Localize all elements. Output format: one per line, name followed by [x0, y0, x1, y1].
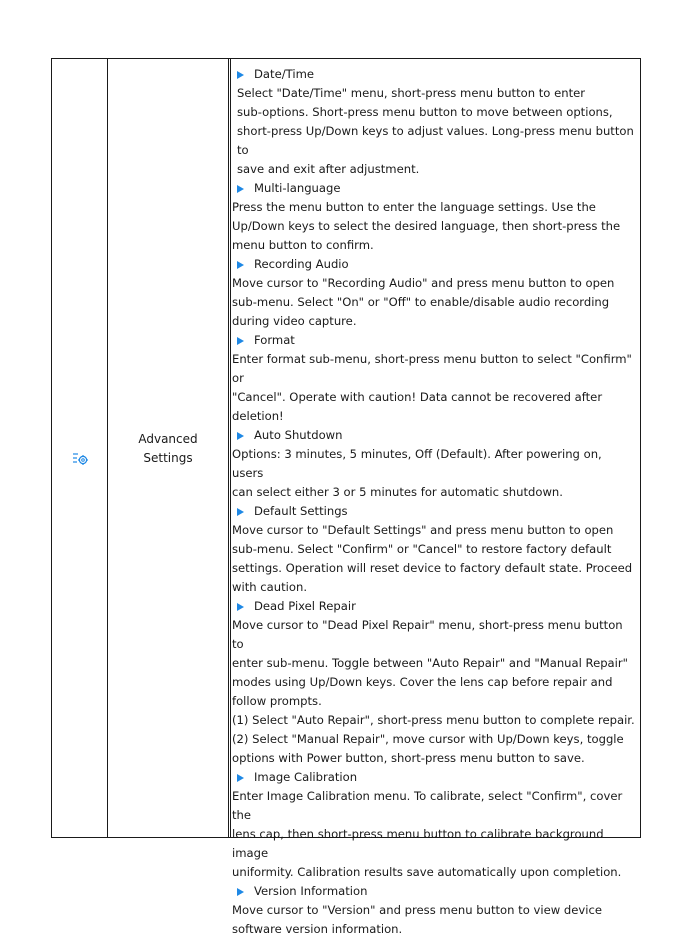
setting-item-title: Recording Audio	[254, 257, 349, 271]
description-line: Up/Down keys to select the desired language, then short-press the	[232, 219, 621, 233]
description-line: Select "Date/Time" menu, short-press menu button to enter	[237, 86, 586, 100]
description-line: Options: 3 minutes, 5 minutes, Off (Default). After powering on, users	[232, 447, 602, 480]
description-line: settings. Operation will reset device to factory default state. Proceed	[232, 561, 633, 575]
description-line: Press the menu button to enter the language settings. Use the	[232, 200, 596, 214]
setting-item-header	[232, 255, 636, 274]
description-line: options with Power button, short-press menu button to save.	[232, 751, 585, 765]
setting-item	[232, 426, 636, 502]
setting-item	[232, 768, 636, 882]
setting-item-title: Dead Pixel Repair	[254, 599, 356, 613]
setting-item-description	[232, 616, 636, 768]
section-name-cell	[108, 59, 228, 837]
description-line: enter sub-menu. Toggle between "Auto Repair" and "Manual Repair"	[232, 656, 628, 670]
description-line: sub-menu. Select "On" or "Off" to enable/disable audio recording	[232, 295, 610, 309]
setting-item-description	[232, 84, 636, 179]
setting-item-header	[232, 768, 636, 787]
setting-item	[232, 255, 636, 331]
setting-item	[232, 331, 636, 426]
description-line: Move cursor to "Version" and press menu button to view device	[232, 903, 602, 917]
triangle-bullet-icon	[237, 337, 244, 345]
description-line: Enter format sub-menu, short-press menu button to select "Confirm" or	[232, 352, 632, 385]
description-line: software version information.	[232, 922, 403, 936]
description-line: with caution.	[232, 580, 308, 594]
setting-item-title: Format	[254, 333, 295, 347]
description-line: uniformity. Calibration results save automatically upon completion.	[232, 865, 622, 879]
description-line: can select either 3 or 5 minutes for automatic shutdown.	[232, 485, 563, 499]
description-line: save and exit after adjustment.	[237, 162, 420, 176]
setting-item-header	[232, 502, 636, 521]
column-divider	[228, 59, 229, 837]
description-line: (1) Select "Auto Repair", short-press menu button to complete repair.	[232, 713, 635, 727]
setting-item-header	[232, 426, 636, 445]
triangle-bullet-icon	[237, 508, 244, 516]
setting-item-title: Image Calibration	[254, 770, 358, 784]
content-cell	[232, 65, 636, 939]
description-line: short-press Up/Down keys to adjust values. Long-press menu button to	[237, 124, 634, 157]
description-line: modes using Up/Down keys. Cover the lens cap before repair and	[232, 675, 613, 689]
triangle-bullet-icon	[237, 774, 244, 782]
description-line: during video capture.	[232, 314, 357, 328]
triangle-bullet-icon	[237, 888, 244, 896]
description-line: "Cancel". Operate with caution! Data cannot be recovered after	[232, 390, 603, 404]
setting-item-header	[232, 882, 636, 901]
setting-item-description	[232, 350, 636, 426]
triangle-bullet-icon	[237, 185, 244, 193]
description-line: lens cap, then short-press menu button to calibrate background image	[232, 827, 604, 860]
column-divider	[230, 59, 231, 837]
description-line: Move cursor to "Dead Pixel Repair" menu, short-press menu button to	[232, 618, 623, 651]
setting-item-title: Multi-language	[254, 181, 341, 195]
triangle-bullet-icon	[237, 603, 244, 611]
setting-item-title: Auto Shutdown	[254, 428, 343, 442]
setting-item-description	[232, 274, 636, 331]
setting-item	[232, 597, 636, 768]
setting-item	[232, 882, 636, 939]
description-line: Move cursor to "Default Settings" and press menu button to open	[232, 523, 614, 537]
icon-cell	[52, 59, 108, 837]
section-name: Advanced Settings	[138, 432, 198, 465]
triangle-bullet-icon	[237, 261, 244, 269]
triangle-bullet-icon	[237, 432, 244, 440]
description-line: menu button to confirm.	[232, 238, 374, 252]
description-line: deletion!	[232, 409, 284, 423]
settings-table	[51, 58, 641, 936]
setting-item-description	[232, 198, 636, 255]
setting-item-description	[232, 787, 636, 882]
setting-item-title: Version Information	[254, 884, 368, 898]
description-line: Move cursor to "Recording Audio" and press menu button to open	[232, 276, 615, 290]
setting-item-title: Date/Time	[254, 67, 314, 81]
setting-item-description	[232, 445, 636, 502]
setting-item-header	[232, 597, 636, 616]
description-line: sub-menu. Select "Confirm" or "Cancel" to restore factory default	[232, 542, 612, 556]
setting-item-header	[232, 179, 636, 198]
setting-item-description	[232, 901, 636, 939]
setting-item	[232, 502, 636, 597]
setting-item-header	[232, 331, 636, 350]
setting-item-title: Default Settings	[254, 504, 348, 518]
setting-item	[232, 179, 636, 255]
setting-item	[232, 65, 636, 179]
description-line: (2) Select "Manual Repair", move cursor with Up/Down keys, toggle	[232, 732, 624, 746]
description-line: follow prompts.	[232, 694, 322, 708]
triangle-bullet-icon	[237, 71, 244, 79]
description-line: sub-options. Short-press menu button to move between options,	[237, 105, 613, 119]
setting-item-description	[232, 521, 636, 597]
settings-list-icon	[72, 451, 88, 467]
description-line: Enter Image Calibration menu. To calibrate, select "Confirm", cover the	[232, 789, 623, 822]
setting-item-header	[232, 65, 636, 84]
